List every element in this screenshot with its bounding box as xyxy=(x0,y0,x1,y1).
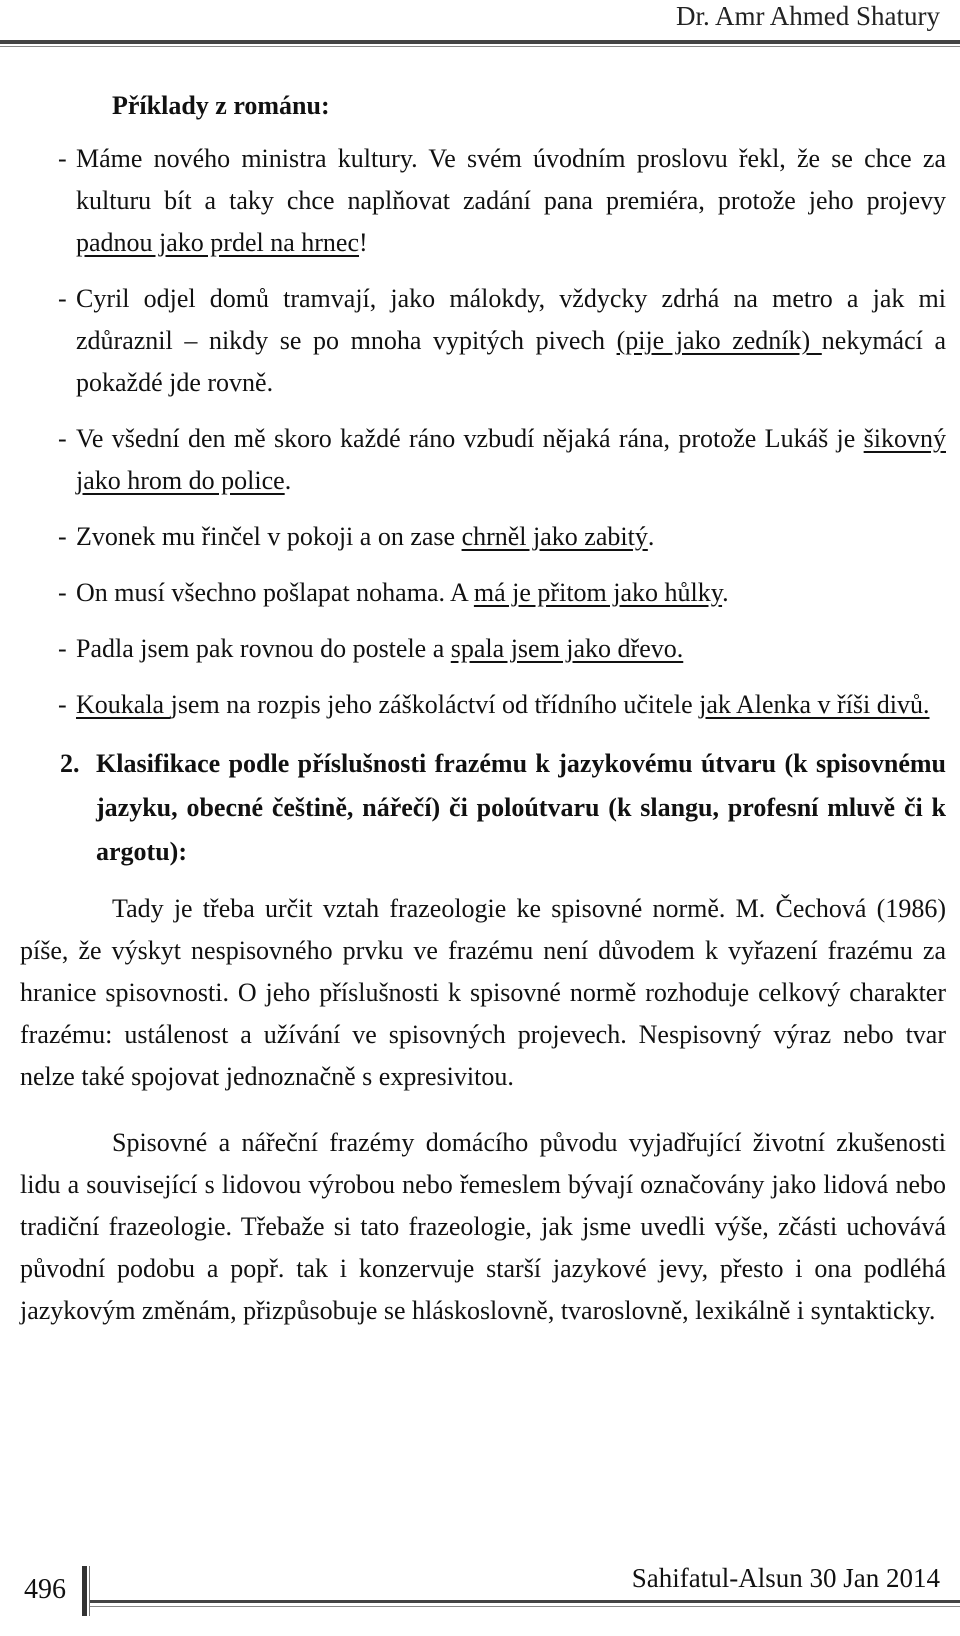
header-rule-thin xyxy=(0,46,960,47)
example-item xyxy=(58,628,946,670)
example-dash: - xyxy=(58,284,67,313)
example-dash: - xyxy=(58,424,67,453)
examples-list xyxy=(20,138,946,726)
example-text-segment: Máme nového ministra kultury. Ve svém úvodním proslovu řekl, že se chce za kulturu bít a taky chce naplňovat zadání pana premiéra, protože jeho projevy xyxy=(76,144,946,215)
example-dash: - xyxy=(58,634,67,663)
idiom-phrase: spala jsem jako dřevo. xyxy=(450,634,684,663)
paragraph-1: Tady je třeba určit vztah frazeologie ke spisovné normě. M. Čechová (1986) píše, že výskyt nespisovného prvku ve frazému není důvodem k vyřazení frazému za hranice spisovnosti. O jeho příslušnosti k spisovné normě rozhoduje celkový charakter frazému: ustálenost a užívání ve spisovných projevech. Nespisovný výraz nebo tvar nelze také spojovat jednoznačně s expresivitou. xyxy=(20,894,946,1091)
example-item xyxy=(58,572,946,614)
example-item xyxy=(58,138,946,264)
idiom-phrase: jak Alenka v říši divů. xyxy=(699,690,930,719)
example-text-segment: nekymácí a pokaždé jde rovně. xyxy=(76,326,947,397)
journal-name: Sahifatul-Alsun 30 Jan 2014 xyxy=(631,1563,940,1593)
example-text-segment: On musí všechno pošlapat nohama. A xyxy=(76,578,474,607)
example-dash: - xyxy=(58,144,67,173)
example-text-segment: Zvonek mu řinčel v pokoji a on zase xyxy=(76,522,462,551)
footer-rule-thin xyxy=(90,1606,960,1607)
example-text xyxy=(76,278,946,404)
section-2-heading xyxy=(60,742,946,874)
idiom-phrase: padnou jako prdel na hrnec xyxy=(76,228,360,257)
idiom-phrase: šikovný jako hrom do police xyxy=(76,424,946,495)
example-text-segment: . xyxy=(284,466,292,495)
idiom-phrase: Koukala xyxy=(76,690,171,719)
idiom-phrase: má je přitom jako hůlky xyxy=(473,578,723,607)
section-number: 2. xyxy=(60,749,80,778)
example-text-segment: . xyxy=(722,578,729,607)
examples-title: Příklady z románu: xyxy=(112,91,330,120)
page-body xyxy=(20,86,946,1356)
footer-vertical-bar-thin xyxy=(89,1566,90,1616)
example-item xyxy=(58,418,946,502)
example-text-segment: Cyril odjel domů tramvají, jako málokdy, vždycky zdrhá na metro a jak mi zdůraznil – nikdy se po mnoha vypitých pivech xyxy=(76,284,946,355)
example-dash: - xyxy=(58,522,67,551)
example-item xyxy=(58,278,946,404)
page-number: 496 xyxy=(24,1574,66,1605)
paragraph-2: Spisovné a nářeční frazémy domácího původu vyjadřující životní zkušenosti lidu a související s lidovou výrobou nebo řemeslem bývají označovány jako lidová nebo tradiční frazeologie. Třebaže si tato frazeologie, jak jsme uvedli výše, zčásti uchovává původní podobu a popř. tak i konzervuje starší jazykové jevy, přesto i ona podléhá jazykovým změnám, přizpůsobuje se hláskoslovně, tvaroslovně, lexikálně i syntakticky. xyxy=(20,1128,946,1325)
example-text xyxy=(76,138,946,264)
section-heading-text: Klasifikace podle příslušnosti frazému k jazykovému útvaru (k spisovnému jazyku, obecné češtině, nářečí) či poloútvaru (k slangu, profesní mluvě či k argotu): xyxy=(96,749,946,866)
example-text xyxy=(76,628,946,670)
footer-vertical-bar xyxy=(82,1566,87,1616)
example-text xyxy=(76,516,946,558)
example-dash: - xyxy=(58,690,67,719)
example-dash: - xyxy=(58,578,67,607)
example-text-segment: Padla jsem pak rovnou do postele a xyxy=(76,634,451,663)
header-rule xyxy=(0,40,960,44)
example-text xyxy=(76,684,946,726)
footer-rule xyxy=(90,1600,960,1603)
example-text-segment: ! xyxy=(359,228,368,257)
example-text-segment: . xyxy=(647,522,655,551)
example-text-segment: jsem na rozpis jeho záškoláctví od třídního učitele xyxy=(170,690,700,719)
example-text xyxy=(76,572,946,614)
example-item xyxy=(58,516,946,558)
example-text xyxy=(76,418,946,502)
example-item xyxy=(58,684,946,726)
running-header: Dr. Amr Ahmed Shatury xyxy=(676,1,940,31)
idiom-phrase: (pije jako zedník) xyxy=(616,326,822,355)
idiom-phrase: chrněl jako zabitý xyxy=(461,522,648,551)
example-text-segment: Ve všední den mě skoro každé ráno vzbudí nějaká rána, protože Lukáš je xyxy=(76,424,864,453)
